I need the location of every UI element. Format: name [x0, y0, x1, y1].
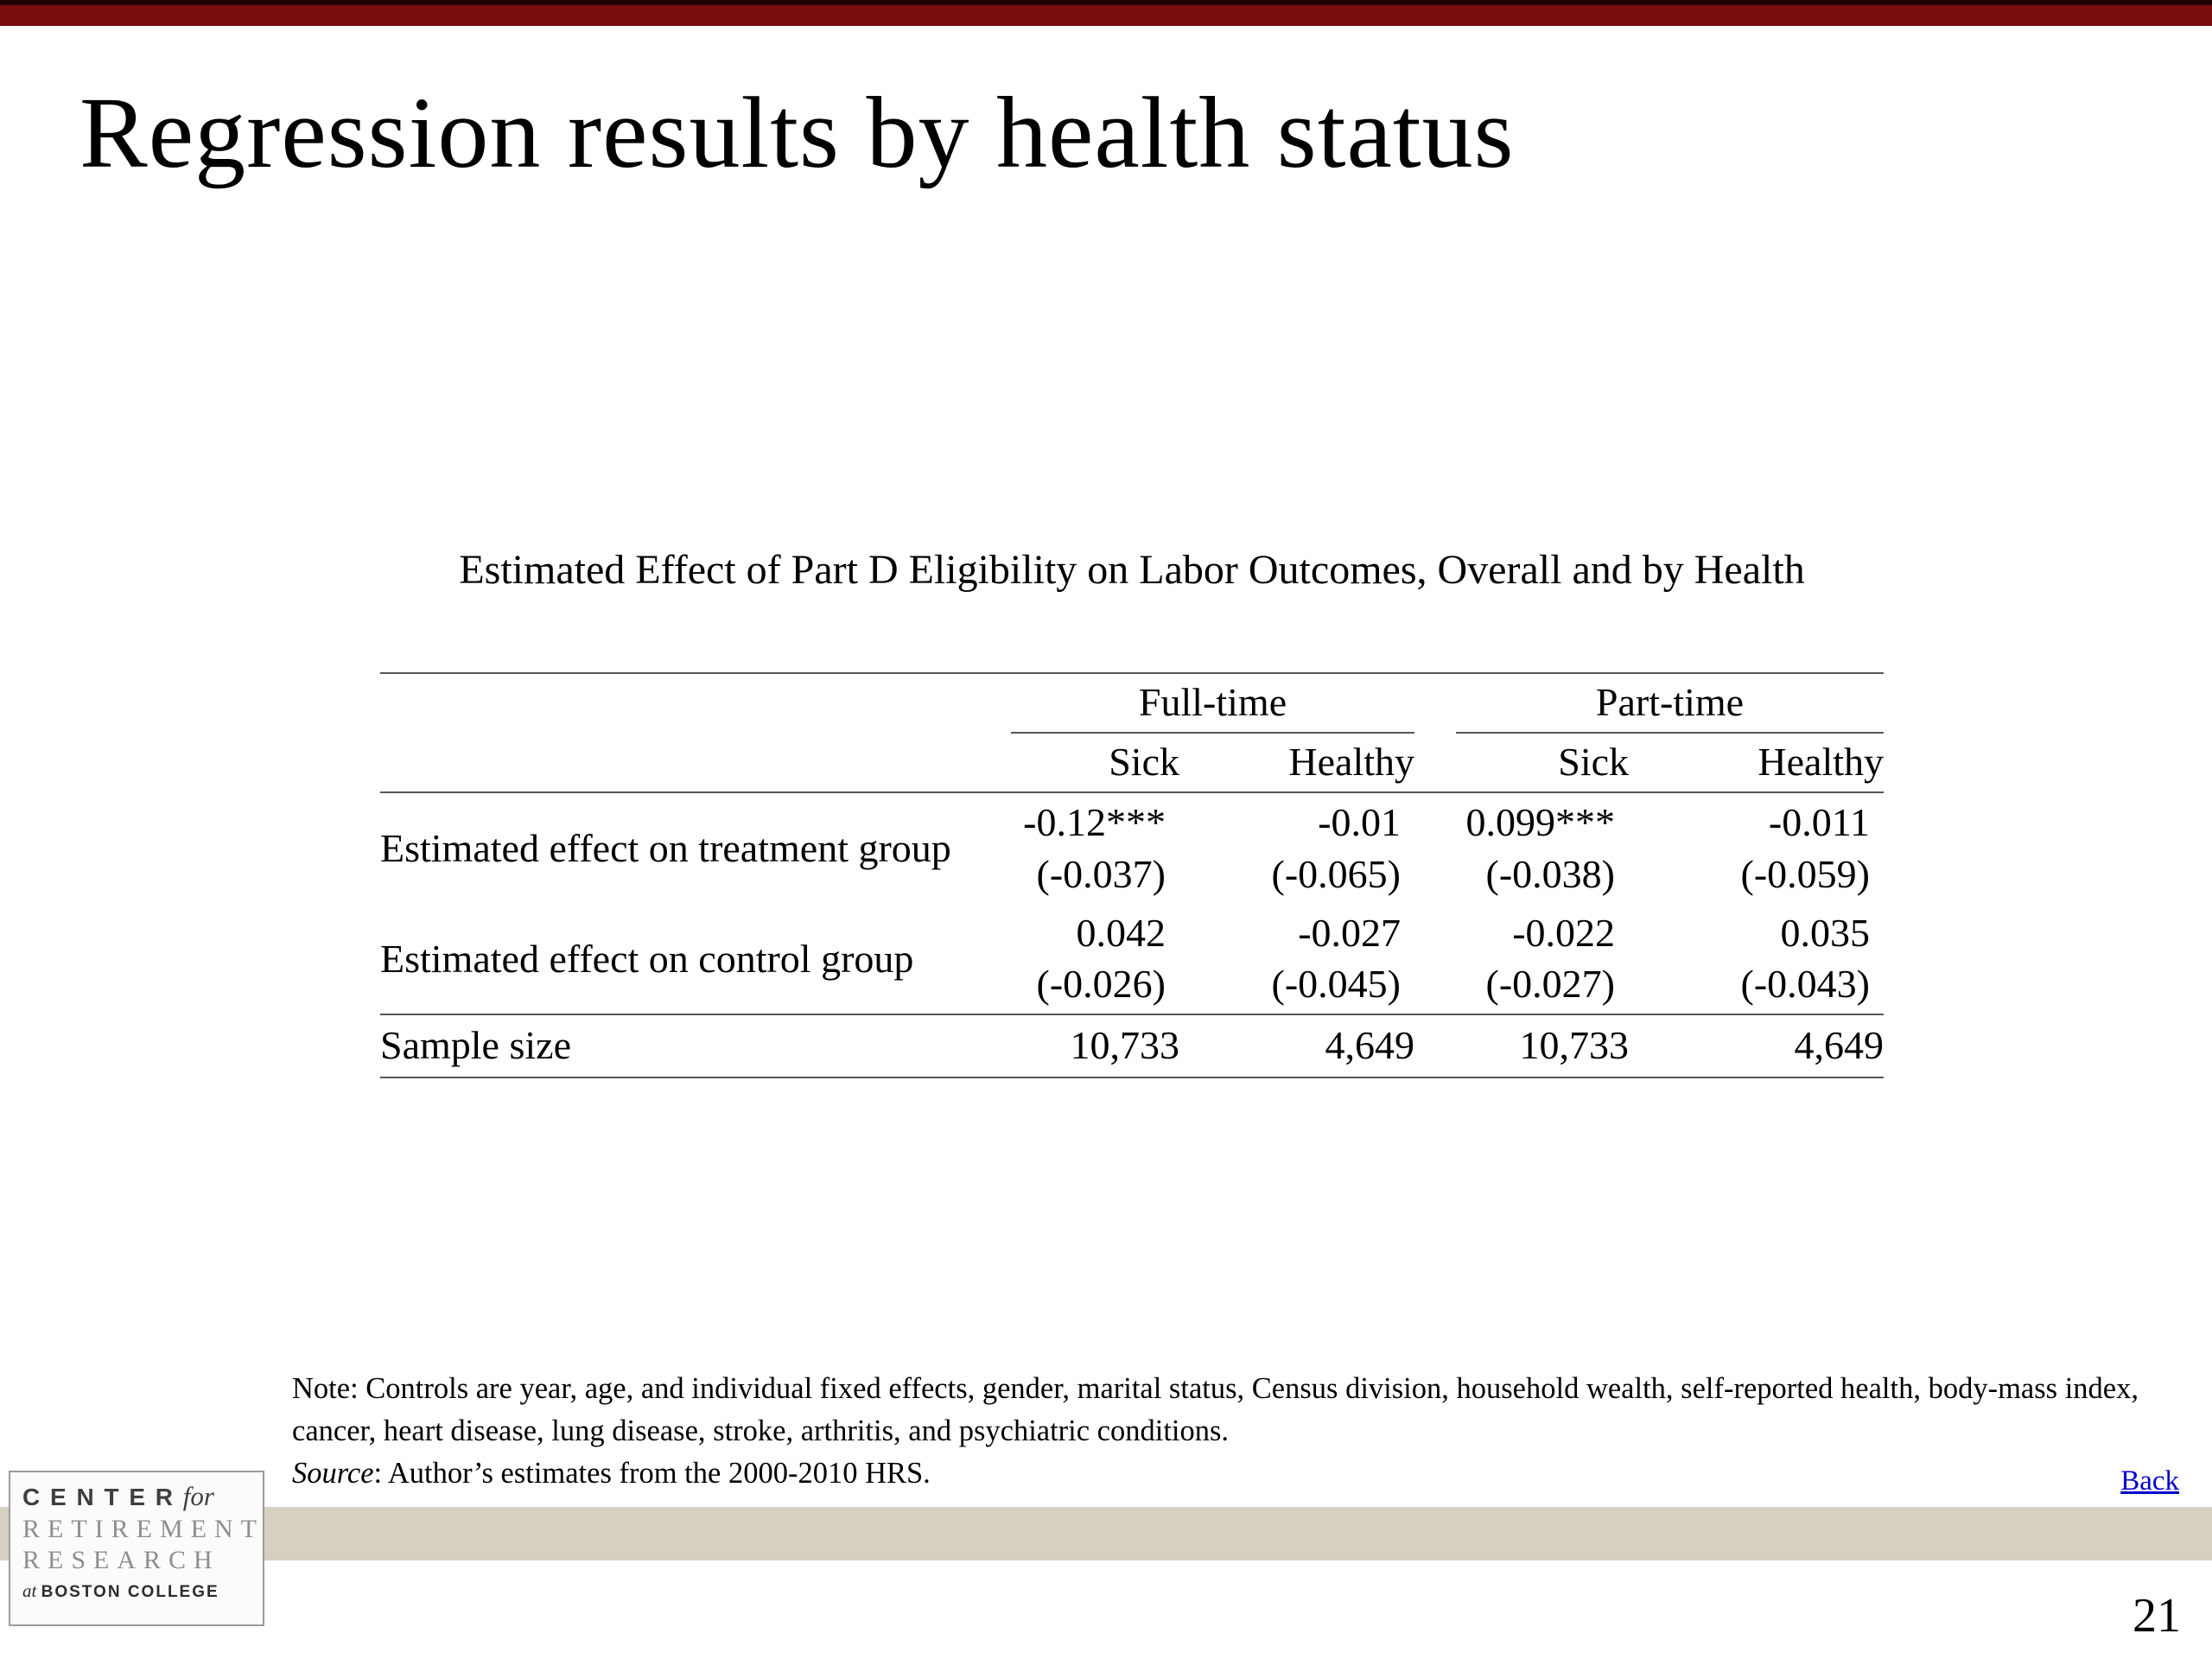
cell-std-error: (-0.027) [1485, 962, 1616, 1007]
table-cell [1179, 792, 1414, 904]
footer-bar [0, 1507, 2212, 1560]
cell-std-error: (-0.065) [1271, 851, 1402, 896]
cell-estimate: 0.035 [1780, 910, 1871, 955]
logo-line-college [22, 1581, 251, 1601]
logo-at-text: at [22, 1580, 37, 1601]
source-label: Source [292, 1456, 374, 1490]
spacer-cell [1414, 904, 1456, 1015]
spacer-cell [1414, 792, 1456, 904]
source-text [292, 1452, 2158, 1495]
cell-std-error: (-0.045) [1271, 962, 1402, 1007]
spacer-cell [1414, 1014, 1456, 1077]
cell-estimate: -0.011 [1768, 800, 1871, 844]
table-title: Estimated Effect of Part D Eligibility on Labor Outcomes, Overall and by Health [459, 547, 1805, 593]
cell-sample-size: 10,733 [1011, 1014, 1179, 1077]
cell-estimate: -0.12*** [1023, 800, 1166, 844]
row-label-sample-size: Sample size [380, 1014, 1011, 1077]
source-rest: : Author’s estimates from the 2000-2010 HRS. [373, 1456, 931, 1490]
column-header-healthy-fulltime: Healthy [1179, 733, 1414, 792]
notes-block [292, 1368, 2158, 1495]
back-link[interactable]: Back [2120, 1465, 2179, 1497]
cell-estimate: -0.027 [1298, 910, 1402, 955]
cell-std-error: (-0.038) [1485, 851, 1616, 896]
logo-for-text: for [182, 1481, 214, 1511]
logo-line-center [22, 1483, 251, 1511]
table-cell [1629, 792, 1884, 904]
cell-std-error: (-0.037) [1036, 851, 1166, 896]
cell-estimate: -0.022 [1512, 910, 1616, 955]
table-cell [1629, 904, 1884, 1015]
spacer-cell [380, 673, 1011, 733]
table-row-control-effect [380, 904, 1884, 1015]
logo-center-text: C E N T E R [22, 1484, 175, 1510]
cell-estimate: 0.042 [1076, 910, 1166, 955]
column-header-row [380, 733, 1884, 792]
table-cell [1456, 792, 1629, 904]
spacer-cell [1414, 673, 1456, 733]
cell-estimate: 0.099*** [1465, 800, 1616, 844]
table-cell [1179, 904, 1414, 1015]
top-accent-bar [0, 0, 2212, 26]
row-label-treatment-effect: Estimated effect on treatment group [380, 826, 951, 871]
logo-college-text: BOSTON COLLEGE [41, 1582, 219, 1601]
cell-sample-size: 4,649 [1179, 1014, 1414, 1077]
crr-logo [9, 1471, 264, 1626]
table-cell [1456, 904, 1629, 1015]
cell-sample-size: 10,733 [1456, 1014, 1629, 1077]
page-number: 21 [2133, 1589, 2181, 1643]
column-group-part-time: Part-time [1456, 673, 1884, 733]
spacer-cell [380, 733, 1011, 792]
row-label-control-effect: Estimated effect on control group [380, 904, 1011, 1015]
spacer-cell [1414, 733, 1456, 792]
note-text: Note: Controls are year, age, and individual fixed effects, gender, marital status, Census division, household wealth, self-reported health, body-mass index, cancer, heart disease, lung disease, stroke, arthritis, and psychiatric conditions. [292, 1372, 2139, 1447]
table-cell [1011, 904, 1179, 1015]
cell-estimate: -0.01 [1318, 800, 1402, 844]
results-table [380, 672, 1884, 1078]
table-cell [1011, 792, 1179, 904]
slide-title: Regression results by health status [79, 76, 1515, 189]
cell-sample-size: 4,649 [1629, 1014, 1884, 1077]
table-row-sample-size [380, 1014, 1884, 1077]
column-group-row [380, 673, 1884, 733]
table-row-treatment-effect [380, 792, 1884, 904]
logo-line-retirement: RETIREMENT [22, 1514, 264, 1543]
cell-std-error: (-0.059) [1740, 851, 1871, 896]
column-header-healthy-parttime: Healthy [1629, 733, 1884, 792]
cell-std-error: (-0.043) [1740, 962, 1871, 1007]
column-header-sick-parttime: Sick [1456, 733, 1629, 792]
column-header-sick-fulltime: Sick [1011, 733, 1179, 792]
logo-line-research: RESEARCH [22, 1546, 220, 1575]
cell-std-error: (-0.026) [1036, 962, 1166, 1007]
column-group-full-time: Full-time [1011, 673, 1414, 733]
